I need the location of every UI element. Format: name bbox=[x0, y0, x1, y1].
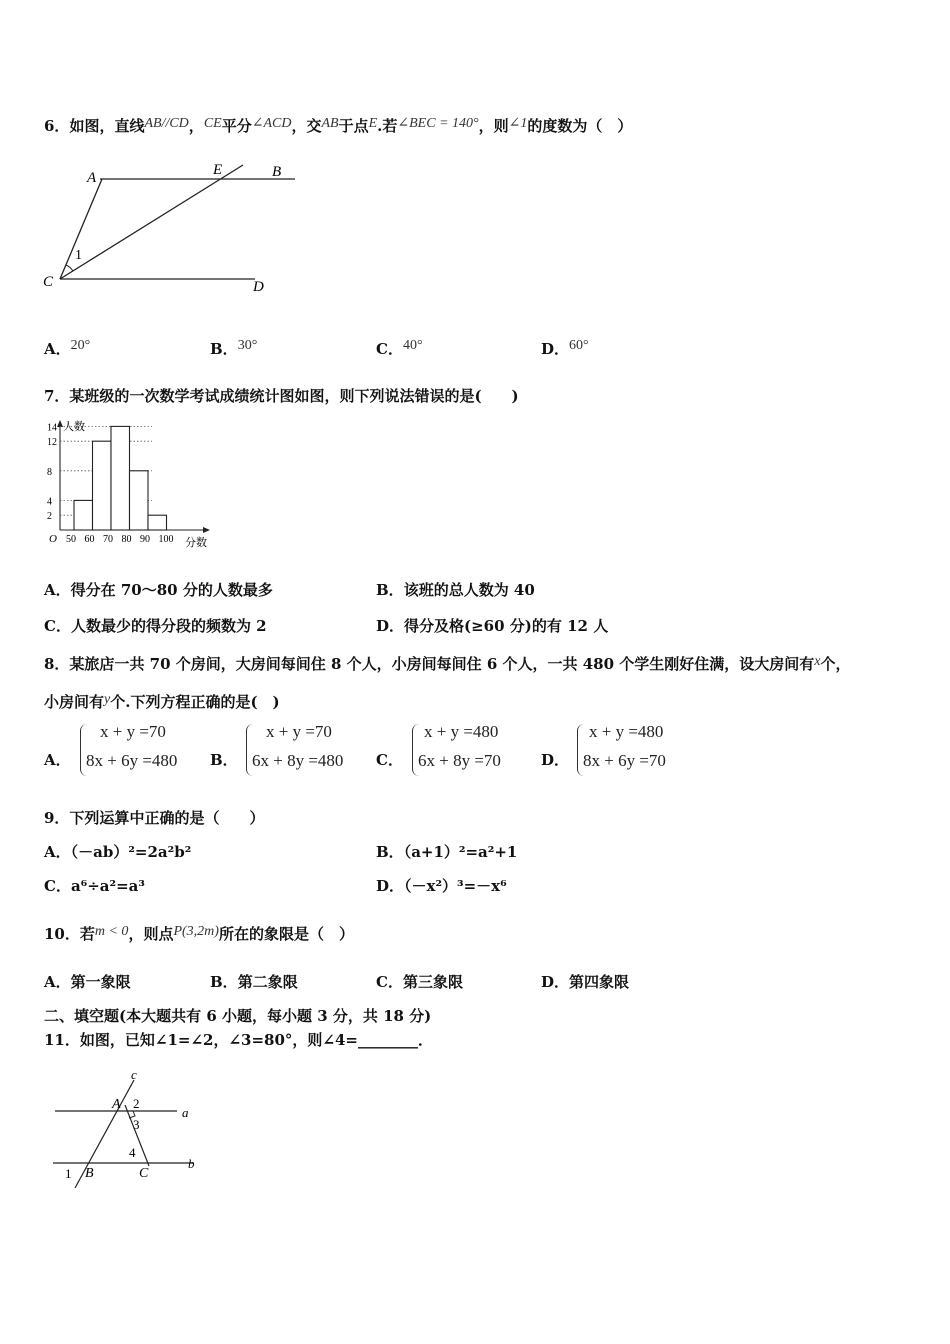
q8-stem-line2: 小房间有y个.下列方程正确的是( ) bbox=[44, 692, 280, 711]
q9-option-c[interactable]: C．a⁶÷a²=a³ bbox=[44, 877, 145, 895]
q6-option-c[interactable]: C．40° bbox=[376, 338, 423, 358]
q6-label-B: B bbox=[272, 164, 282, 180]
q11-label-2: 2 bbox=[133, 1096, 140, 1111]
q9-option-d[interactable]: D．（－x²）³=－x⁶ bbox=[376, 877, 507, 895]
q6-figure bbox=[40, 155, 310, 300]
y-tick-4: 4 bbox=[47, 496, 52, 508]
bar-60-70 bbox=[93, 441, 112, 530]
q7-stem: 7．某班级的一次数学考试成绩统计图如图，则下列说法错误的是( ) bbox=[44, 387, 519, 405]
q8-option-d[interactable]: D． bbox=[541, 751, 570, 769]
y-tick-2: 2 bbox=[47, 511, 52, 523]
x-tick-80: 80 bbox=[121, 534, 132, 545]
x-axis-arrow bbox=[203, 527, 210, 533]
bar-70-80 bbox=[111, 426, 130, 530]
q9-option-a[interactable]: A．（－ab）²=2a²b² bbox=[44, 843, 192, 861]
q11-figure bbox=[45, 1068, 215, 1198]
q6-stem: 6．如图，直线AB//CD，CE平分∠ACD，交AB于点E.若∠BEC = 140°，则∠1的度数为（ ） bbox=[44, 116, 633, 135]
q7-option-a[interactable]: A．得分在 70～80 分的人数最多 bbox=[44, 581, 273, 599]
q11-label-1: 1 bbox=[65, 1166, 72, 1181]
q8-option-d-system: x + y =480 8x + 6y =70 bbox=[577, 722, 697, 780]
x-tick-100: 100 bbox=[158, 534, 174, 545]
q10-option-a[interactable]: A．第一象限 bbox=[44, 973, 131, 991]
q8-option-c[interactable]: C． bbox=[376, 751, 403, 769]
y-tick-12: 12 bbox=[47, 437, 57, 449]
q11-label-3: 3 bbox=[133, 1117, 140, 1132]
q6-option-b[interactable]: B．30° bbox=[210, 338, 258, 358]
bar-90-100 bbox=[148, 515, 167, 530]
origin-label: O bbox=[49, 533, 57, 545]
q9-option-b[interactable]: B．（a+1）²=a²+1 bbox=[376, 843, 518, 861]
bar-80-90 bbox=[130, 471, 149, 530]
q6-label-E: E bbox=[213, 162, 223, 178]
q11-label-A: A bbox=[112, 1097, 121, 1112]
x-tick-50: 50 bbox=[66, 534, 76, 545]
y-tick-8: 8 bbox=[47, 466, 52, 478]
y-tick-14: 14 bbox=[47, 422, 57, 434]
section-heading: 二、填空题(本大题共有 6 小题，每小题 3 分，共 18 分) bbox=[44, 1007, 432, 1025]
q7-option-c[interactable]: C．人数最少的得分段的频数为 2 bbox=[44, 617, 267, 635]
q8-option-b-system: x + y =70 6x + 8y =480 bbox=[246, 722, 366, 780]
q10-stem: 10．若m < 0，则点P(3,2m)所在的象限是（ ） bbox=[44, 924, 354, 943]
q10-option-b[interactable]: B．第二象限 bbox=[210, 973, 298, 991]
q6-option-d[interactable]: D．60° bbox=[541, 338, 589, 358]
q6-label-D: D bbox=[253, 279, 264, 295]
q8-option-c-system: x + y =480 6x + 8y =70 bbox=[412, 722, 532, 780]
q11-label-a: a bbox=[182, 1105, 189, 1120]
q7-histogram bbox=[40, 418, 220, 553]
q7-option-b[interactable]: B．该班的总人数为 40 bbox=[376, 581, 535, 599]
q11-label-C: C bbox=[139, 1166, 149, 1181]
q7-option-d[interactable]: D．得分及格(≥60 分)的有 12 人 bbox=[376, 617, 609, 635]
q8-option-a[interactable]: A． bbox=[44, 751, 71, 769]
q9-stem: 9．下列运算中正确的是（ ） bbox=[44, 809, 265, 827]
q6-label-A: A bbox=[87, 170, 97, 186]
q6-label-C: C bbox=[43, 274, 54, 290]
q11-label-B: B bbox=[85, 1166, 94, 1181]
bar-50-60 bbox=[74, 500, 93, 530]
q8-stem-line1: 8．某旅店一共 70 个房间，大房间每间住 8 个人，小房间每间住 6 个人，一共 480 个学生刚好住满，设大房间有x个， bbox=[44, 654, 851, 673]
q11-stem: 11．如图，已知∠1=∠2，∠3=80°，则∠4=________． bbox=[44, 1031, 433, 1049]
q10-option-d[interactable]: D．第四象限 bbox=[541, 973, 630, 991]
q10-option-c[interactable]: C．第三象限 bbox=[376, 973, 463, 991]
x-tick-60: 60 bbox=[84, 534, 95, 545]
y-axis-label: 人数 bbox=[63, 421, 85, 433]
q11-label-b: b bbox=[188, 1156, 195, 1171]
x-tick-70: 70 bbox=[103, 534, 113, 545]
x-axis-label: 分数 bbox=[185, 537, 207, 549]
q6-option-a[interactable]: A．20° bbox=[44, 338, 91, 358]
q11-label-4: 4 bbox=[129, 1145, 136, 1160]
x-tick-90: 90 bbox=[140, 534, 150, 545]
q11-label-c: c bbox=[131, 1068, 137, 1082]
q8-option-a-system: x + y =70 8x + 6y =480 bbox=[80, 722, 200, 780]
q8-option-b[interactable]: B． bbox=[210, 751, 238, 769]
q6-label-1: 1 bbox=[75, 248, 82, 263]
